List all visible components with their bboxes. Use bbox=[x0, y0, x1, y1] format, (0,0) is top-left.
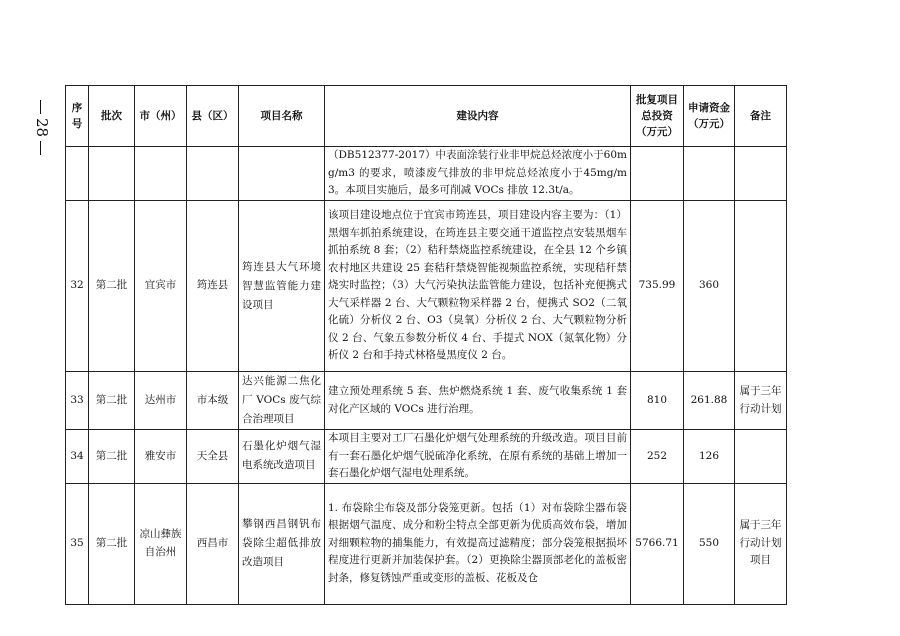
cell-investment: 252 bbox=[631, 430, 684, 484]
col-header-note: 备注 bbox=[735, 86, 787, 147]
page-number bbox=[33, 96, 51, 138]
col-header-content: 建设内容 bbox=[325, 86, 631, 147]
cell-investment: 810 bbox=[631, 372, 684, 430]
cell-city: 雅安市 bbox=[135, 430, 187, 484]
cell-batch: 第二批 bbox=[89, 201, 135, 372]
cell-project-name: 石墨化炉烟气湿电系统改造项目 bbox=[239, 430, 325, 484]
cell-investment: 735.99 bbox=[631, 201, 684, 372]
cell-note: 属于三年行动计划 bbox=[735, 372, 787, 430]
cell-content: 该项目建设地点位于宜宾市筠连县，项目建设内容主要为：（1）黑烟车抓拍系统建设，在筠连县主要交通干道监控点安装黑烟车抓拍系统 8 套；（2）秸秆禁烧监控系统建设，在全县 12 个乡镇农村地区共建设 25 套秸秆禁烧智能视频监控系统，实现秸秆禁烧实时监控；（3）大气污染执法监管能力建设，包括补充便携式大气采样器 2 台、大气颗粒物采样器 2 台，便携式 SO2（二氧化硫）分析仪 2 台、O3（臭氧）分析仪 2 台、大气颗粒物分析仪 2 台、气象五参数分析仪 4 台、手提式 NOX（氮氧化物）分析仪 2 台和手持式林格曼黑度仪 2 台。 bbox=[325, 201, 631, 372]
cell-city: 达州市 bbox=[135, 372, 187, 430]
cell-investment: 5766.71 bbox=[631, 483, 684, 604]
cell-funds: 261.88 bbox=[684, 372, 735, 430]
col-header-investment: 批复项目总投资（万元） bbox=[631, 86, 684, 147]
cell-project-name bbox=[239, 147, 325, 201]
col-header-batch: 批次 bbox=[89, 86, 135, 147]
cell-note bbox=[735, 430, 787, 484]
col-header-no: 序号 bbox=[66, 86, 89, 147]
cell-note: 属于三年行动计划项目 bbox=[735, 483, 787, 604]
cell-content: 本项目主要对工厂石墨化炉烟气处理系统的升级改造。项目目前有一套石墨化炉烟气脱硫净化系统，在原有系统的基础上增加一套石墨化炉烟气湿电处理系统。 bbox=[325, 430, 631, 484]
cell-investment bbox=[631, 147, 684, 201]
cell-content: 建立预处理系统 5 套、焦炉燃烧系统 1 套、废气收集系统 1 套对化产区域的 VOCs 进行治理。 bbox=[325, 372, 631, 430]
cell-funds: 126 bbox=[684, 430, 735, 484]
cell-no: 32 bbox=[66, 201, 89, 372]
col-header-name: 项目名称 bbox=[239, 86, 325, 147]
cell-funds: 360 bbox=[684, 201, 735, 372]
cell-batch: 第二批 bbox=[89, 372, 135, 430]
table-row bbox=[66, 430, 787, 484]
cell-no: 34 bbox=[66, 430, 89, 484]
table-row bbox=[66, 372, 787, 430]
cell-county: 西昌市 bbox=[187, 483, 239, 604]
cell-city: 宜宾市 bbox=[135, 201, 187, 372]
cell-note bbox=[735, 147, 787, 201]
cell-project-name: 达兴能源二焦化厂 VOCs 废气综合治理项目 bbox=[239, 372, 325, 430]
cell-no: 33 bbox=[66, 372, 89, 430]
cell-city bbox=[135, 147, 187, 201]
cell-project-name: 筠连县大气环境智慧监管能力建设项目 bbox=[239, 201, 325, 372]
table-header-row bbox=[66, 86, 787, 147]
table-row bbox=[66, 147, 787, 201]
cell-city: 凉山彝族自治州 bbox=[135, 483, 187, 604]
cell-project-name: 攀钢西昌钢钒布袋除尘超低排放改造项目 bbox=[239, 483, 325, 604]
project-table bbox=[65, 85, 787, 605]
cell-batch: 第二批 bbox=[89, 483, 135, 604]
cell-no: 35 bbox=[66, 483, 89, 604]
cell-batch bbox=[89, 147, 135, 201]
col-header-county: 县（区） bbox=[187, 86, 239, 147]
cell-county bbox=[187, 147, 239, 201]
cell-note bbox=[735, 201, 787, 372]
table-row bbox=[66, 201, 787, 372]
table-row bbox=[66, 483, 787, 604]
cell-county: 天全县 bbox=[187, 430, 239, 484]
cell-content: 1. 布袋除尘布袋及部分袋笼更新。包括（1）对布袋除尘器布袋根据烟气温度、成分和粉尘特点全部更新为优质高效布袋，增加对细颗粒物的捕集能力，有效提高过滤精度；部分袋笼根据损坏程度进行更新并加装保护套。（2）更换除尘器顶部老化的盖板密封条，修复锈蚀严重或变形的盖板、花板及仓 bbox=[325, 483, 631, 604]
cell-batch: 第二批 bbox=[89, 430, 135, 484]
cell-funds bbox=[684, 147, 735, 201]
col-header-city: 市（州） bbox=[135, 86, 187, 147]
cell-content: （DB512377-2017）中表面涂装行业非甲烷总烃浓度小于60mg/m3 的要求，喷漆废气排放的非甲烷总烃浓度小于45mg/m3。本项目实施后，最多可削减 VOCs 排放 12.3t/a。 bbox=[325, 147, 631, 201]
cell-funds: 550 bbox=[684, 483, 735, 604]
col-header-funds: 申请资金（万元） bbox=[684, 86, 735, 147]
cell-county: 筠连县 bbox=[187, 201, 239, 372]
cell-no bbox=[66, 147, 89, 201]
page-number-text: 28 bbox=[33, 118, 51, 138]
cell-county: 市本级 bbox=[187, 372, 239, 430]
